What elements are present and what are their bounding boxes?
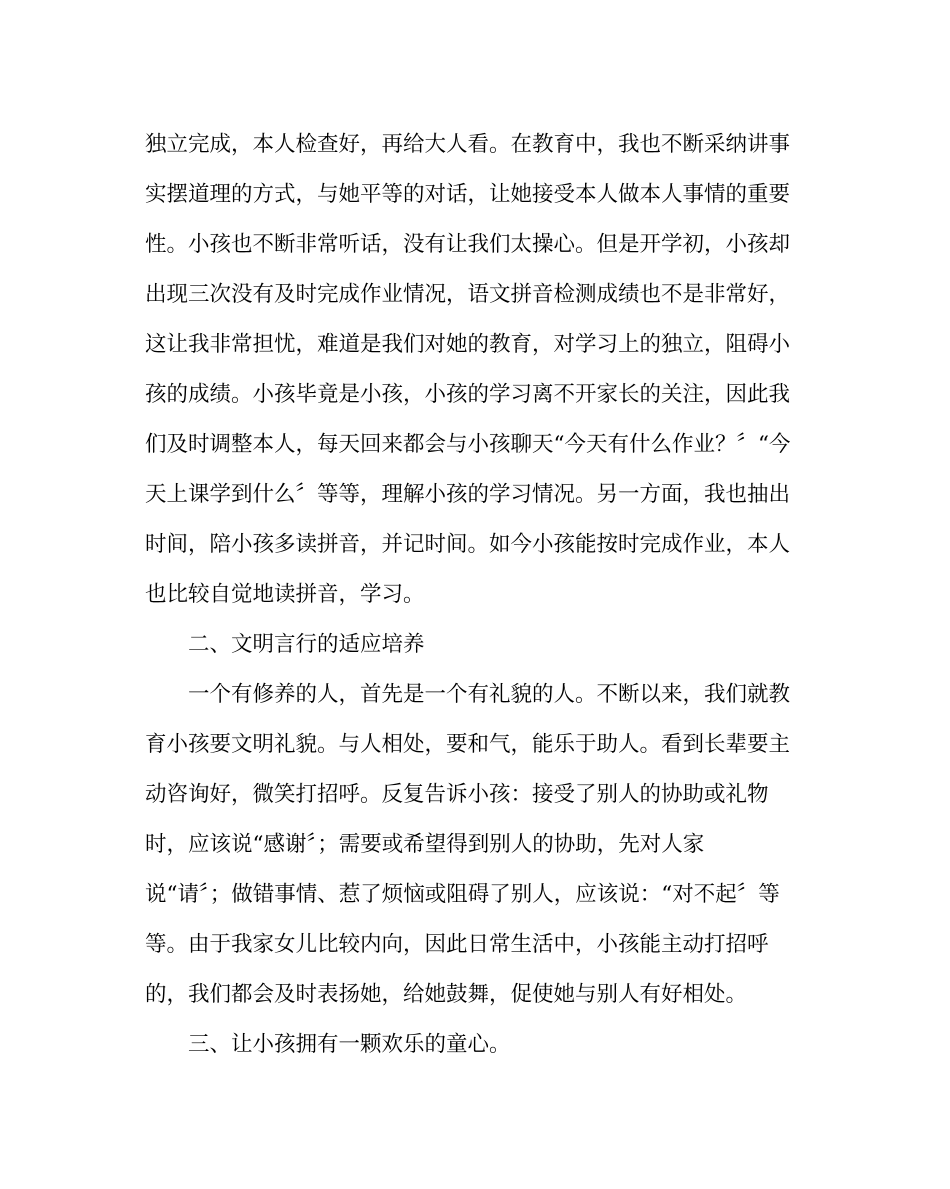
paragraph-line: 们及时调整本人，每天回来都会与小孩聊天“今天有什么作业？〞“今 (145, 432, 791, 457)
paragraph-line: 育小孩要文明礼貌。与人相处，要和气，能乐于助人。看到长辈要主 (145, 732, 791, 757)
paragraph-line: 独立完成，本人检查好，再给大人看。在教育中，我也不断采纳讲事 (145, 132, 791, 157)
paragraph-line: 这让我非常担忧，难道是我们对她的教育，对学习上的独立，阻碍小 (145, 332, 791, 357)
paragraph-line: 时，应该说“感谢〞；需要或希望得到别人的协助，先对人家 (145, 832, 705, 857)
paragraph-line: 出现三次没有及时完成作业情况，语文拼音检测成绩也不是非常好， (145, 282, 791, 307)
paragraph-line: 一个有修养的人，首先是一个有礼貌的人。不断以来，我们就教 (188, 682, 791, 707)
paragraph-line: 也比较自觉地读拼音，学习。 (145, 582, 425, 607)
paragraph-line: 实摆道理的方式，与她平等的对话，让她接受本人做本人事情的重要 (145, 182, 791, 207)
section-heading-2: 二、文明言行的适应培养 (188, 632, 425, 657)
paragraph-line: 时间，陪小孩多读拼音，并记时间。如今小孩能按时完成作业，本人 (145, 532, 791, 557)
paragraph-line: 说“请〞；做错事情、惹了烦恼或阻碍了别人，应该说：“对不起〞等 (145, 882, 780, 907)
paragraph-line: 的，我们都会及时表扬她，给她鼓舞，促使她与别人有好相处。 (145, 982, 748, 1007)
paragraph-line: 等。由于我家女儿比较内向，因此日常生活中，小孩能主动打招呼 (145, 932, 769, 957)
paragraph-line: 动咨询好，微笑打招呼。反复告诉小孩：接受了别人的协助或礼物 (145, 782, 769, 807)
paragraph-line: 天上课学到什么〞等等，理解小孩的学习情况。另一方面，我也抽出 (145, 482, 791, 507)
section-heading-3: 三、让小孩拥有一颗欢乐的童心。 (188, 1032, 511, 1057)
paragraph-line: 孩的成绩。小孩毕竟是小孩，小孩的学习离不开家长的关注，因此我 (145, 382, 791, 407)
paragraph-line: 性。小孩也不断非常听话，没有让我们太操心。但是开学初，小孩却 (145, 232, 791, 257)
